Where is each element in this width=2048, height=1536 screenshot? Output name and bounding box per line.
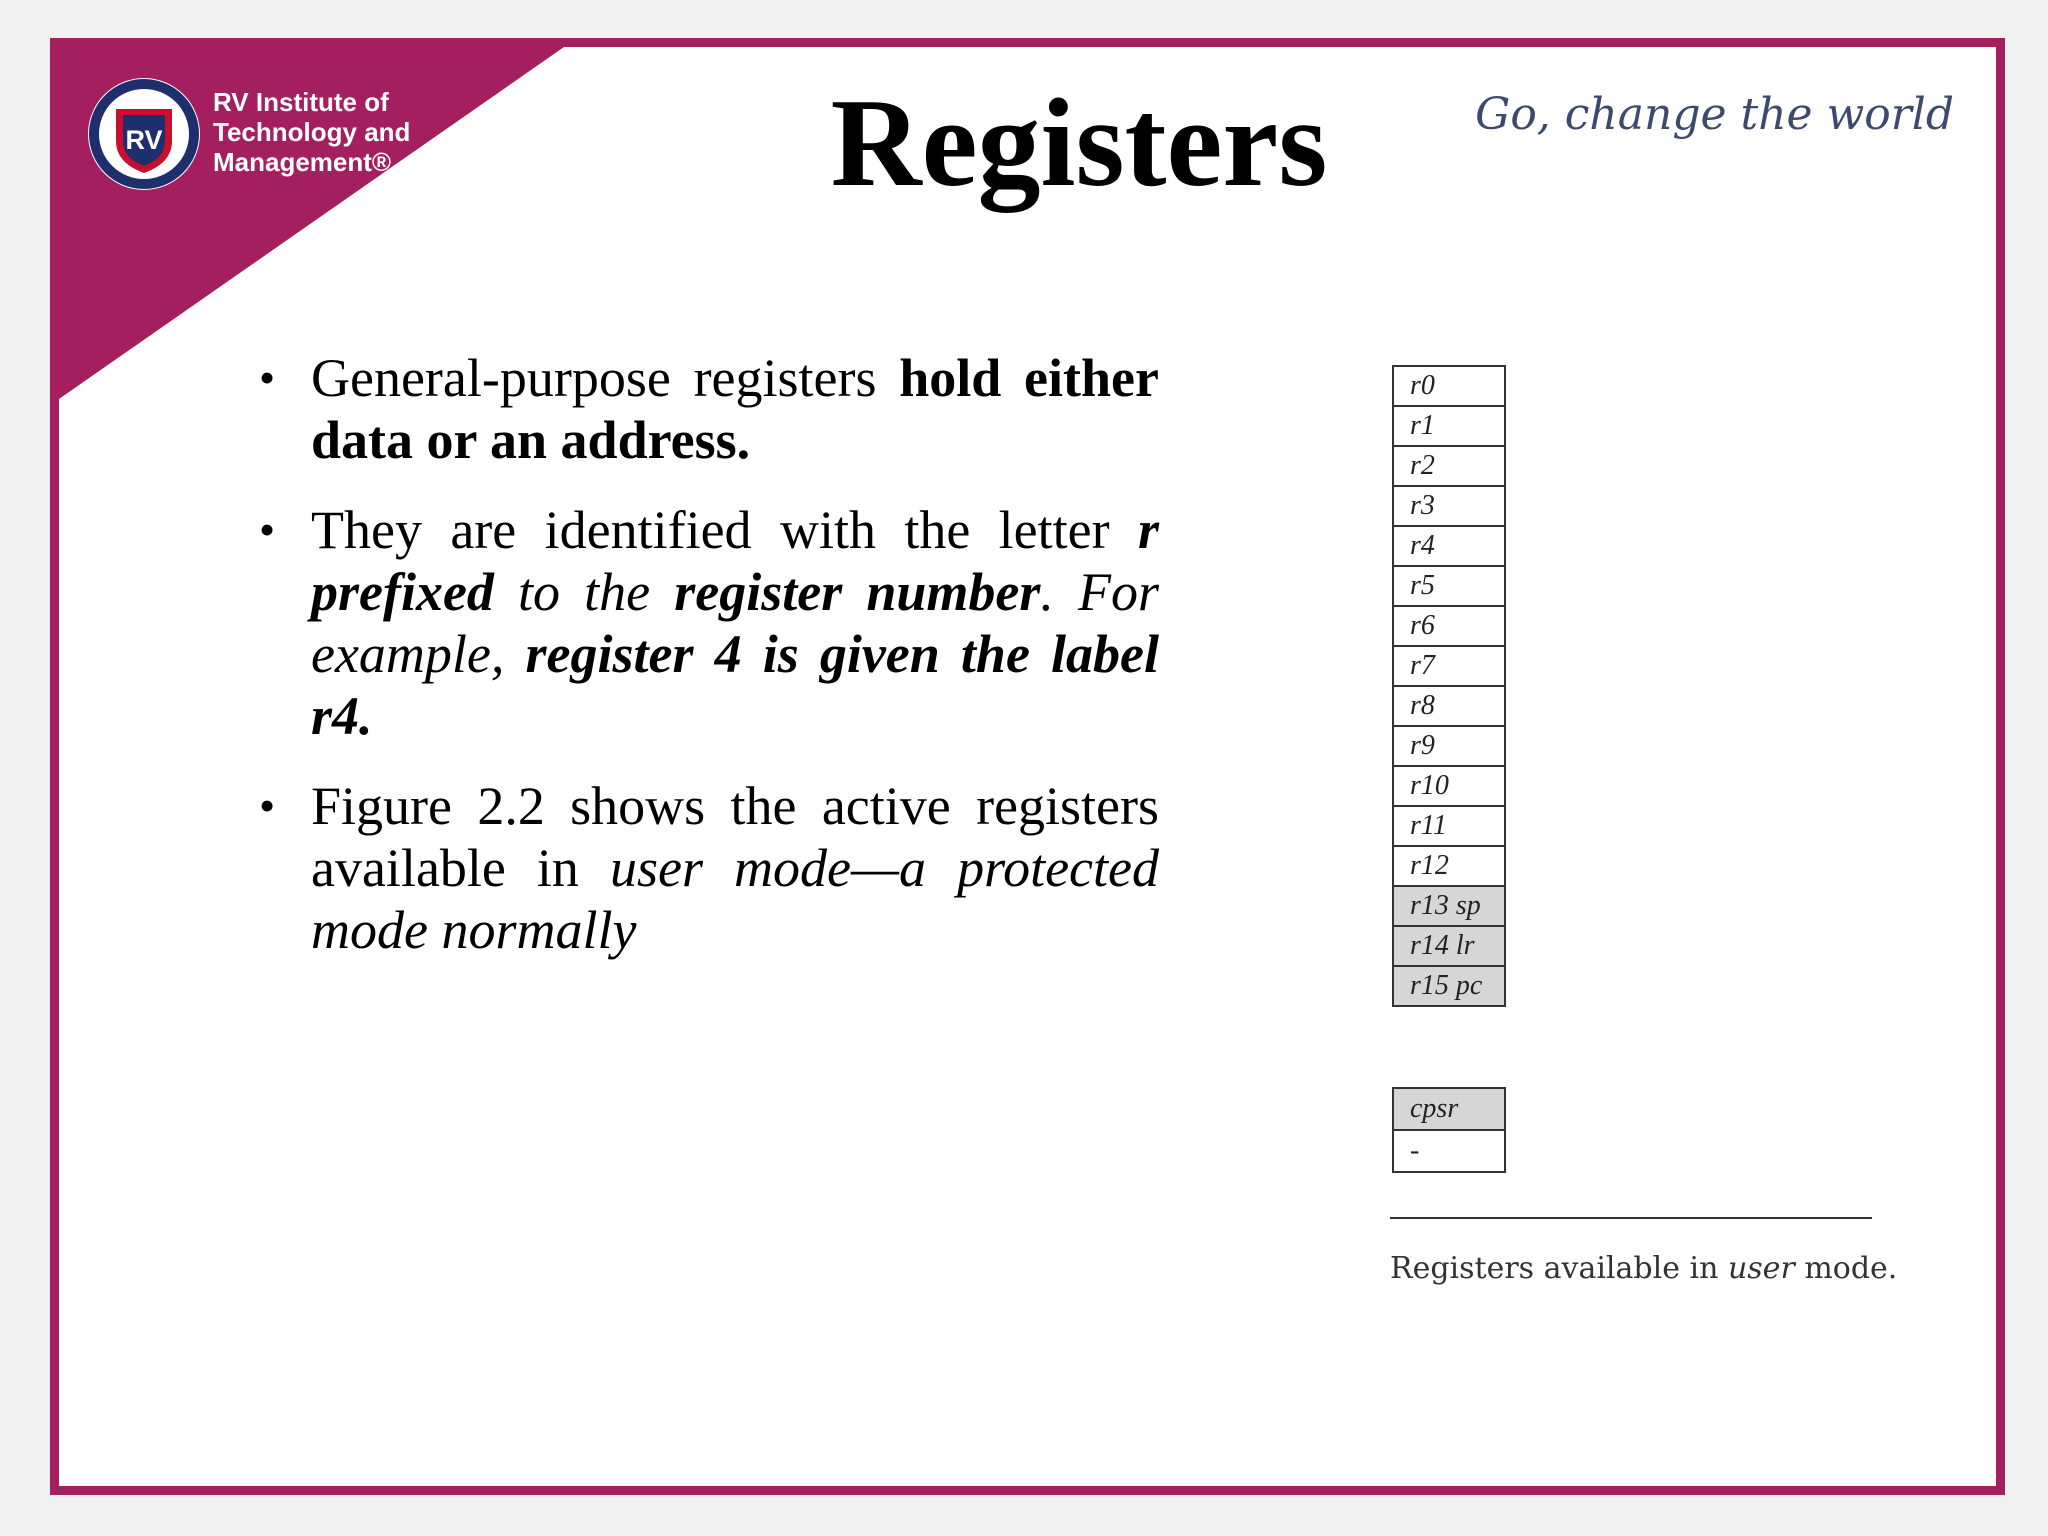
register-row [1393, 566, 1505, 606]
bullet-text: They are identified with the letter [311, 500, 1138, 560]
register-cell: r9 [1393, 726, 1505, 766]
register-table [1392, 365, 1506, 1007]
register-cell: r0 [1393, 366, 1505, 406]
slide [50, 38, 2005, 1495]
bullet-text: Figure 2.2 shows the active registers available in [311, 776, 1159, 898]
register-row [1393, 486, 1505, 526]
bullet-text: r prefixed [311, 500, 1159, 622]
register-cell: r6 [1393, 606, 1505, 646]
institute-name-line-2: Technology and [213, 117, 411, 147]
bullet-item [259, 775, 1159, 961]
register-cell: r15 pc [1393, 966, 1505, 1006]
status-cell: - [1393, 1130, 1505, 1172]
slide-title: Registers [830, 74, 1328, 213]
bullet-text: General-purpose registers [311, 348, 900, 408]
status-register-table [1392, 1087, 1506, 1173]
register-cell: r14 lr [1393, 926, 1505, 966]
logo-monogram: RV [125, 125, 163, 155]
bullet-text: user mode [609, 838, 851, 898]
register-cell: r4 [1393, 526, 1505, 566]
register-row [1393, 406, 1505, 446]
register-cell: r5 [1393, 566, 1505, 606]
register-row [1393, 886, 1505, 926]
tagline: Go, change the world [1475, 89, 1954, 140]
register-row [1393, 646, 1505, 686]
status-row [1393, 1088, 1505, 1130]
bullet-dot-icon: • [259, 780, 276, 831]
register-cell: r2 [1393, 446, 1505, 486]
register-row [1393, 526, 1505, 566]
register-row [1393, 686, 1505, 726]
status-cell: cpsr [1393, 1088, 1505, 1130]
figure-divider [1390, 1217, 1872, 1219]
register-row [1393, 446, 1505, 486]
institute-name [213, 87, 453, 177]
bullet-dot-icon: • [259, 504, 276, 555]
caption-end: mode. [1794, 1251, 1898, 1286]
register-cell: r12 [1393, 846, 1505, 886]
register-cell: r3 [1393, 486, 1505, 526]
bullet-text: register 4 is given the label r4. [311, 624, 1159, 746]
register-cell: r10 [1393, 766, 1505, 806]
register-row [1393, 606, 1505, 646]
bullet-item [259, 347, 1159, 471]
status-row [1393, 1130, 1505, 1172]
register-row [1393, 806, 1505, 846]
bullet-text: to the [493, 562, 675, 622]
register-row [1393, 846, 1505, 886]
register-cell: r8 [1393, 686, 1505, 726]
register-cell: r11 [1393, 806, 1505, 846]
register-row [1393, 966, 1505, 1006]
bullet-list [259, 347, 1159, 989]
bullet-dot-icon: • [259, 352, 276, 403]
register-cell: r1 [1393, 406, 1505, 446]
bullet-text: —a protected mode normally [311, 838, 1159, 960]
caption-text: Registers available in [1390, 1251, 1728, 1286]
register-row [1393, 766, 1505, 806]
register-row [1393, 366, 1505, 406]
register-cell: r13 sp [1393, 886, 1505, 926]
caption-italic: user [1727, 1251, 1795, 1286]
figure-caption [1390, 1251, 1897, 1286]
register-cell: r7 [1393, 646, 1505, 686]
bullet-item [259, 499, 1159, 747]
bullet-text: hold either data or an address. [311, 348, 1159, 470]
register-row [1393, 726, 1505, 766]
rv-logo-icon [85, 75, 203, 193]
bullet-text: register number [674, 562, 1041, 622]
bullet-text: . For example, [311, 562, 1159, 684]
register-row [1393, 926, 1505, 966]
institute-name-line-3: Management® [213, 147, 392, 177]
institute-name-line-1: RV Institute of [213, 87, 389, 117]
